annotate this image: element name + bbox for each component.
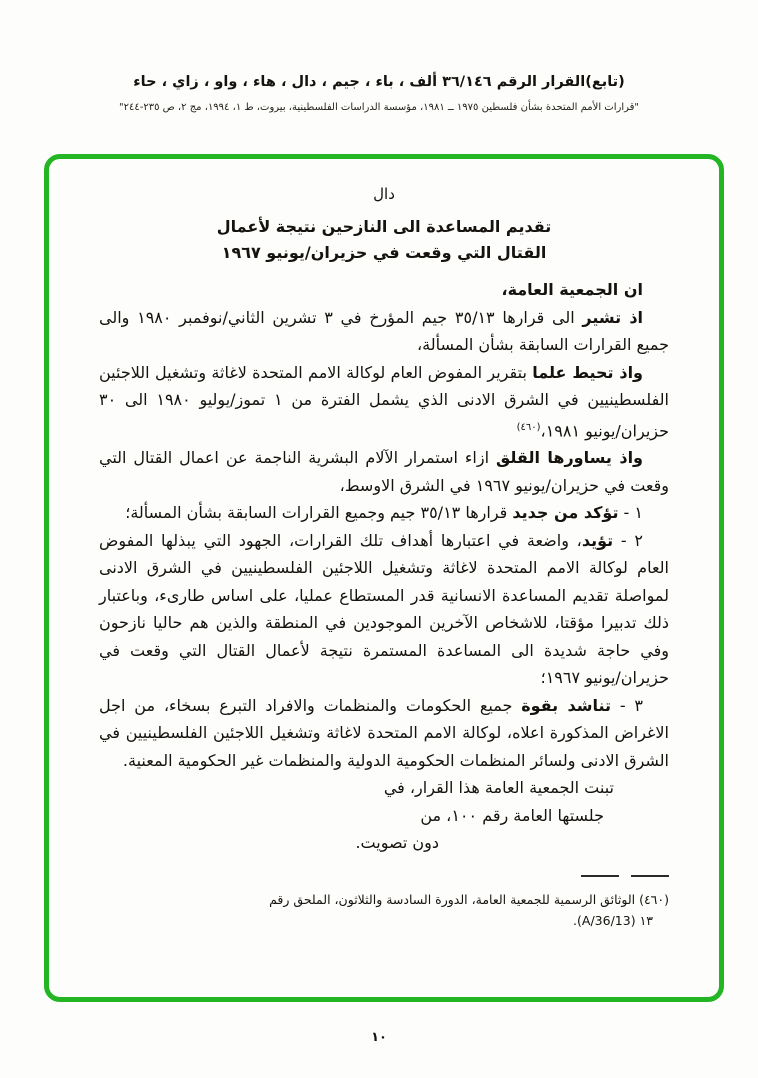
- operative-paragraph-2: [99, 527, 669, 692]
- adoption-note: [99, 774, 669, 857]
- preambular-paragraph-1: [99, 276, 669, 304]
- header-resolution-line: (تابع)القرار الرقم ٣٦/١٤٦ ألف ، باء ، جيم ، دال ، هاء ، واو ، زاي ، حاء: [133, 74, 625, 90]
- operative-paragraph-3: [99, 692, 669, 775]
- preambular-paragraph-2: [99, 304, 669, 359]
- paragraph-lead: ان الجمعية العامة،: [501, 280, 643, 299]
- preambular-paragraph-3: [99, 359, 669, 445]
- footnote-block: [99, 875, 669, 931]
- resolution-title-line-2: القتال التي وقعت في حزيران/يونيو ١٩٦٧: [221, 243, 547, 262]
- footnote-separator-rule: [99, 875, 669, 877]
- paragraph-number: ٣ -: [611, 695, 644, 715]
- page-header: [0, 74, 758, 113]
- adoption-note-line-2: جلستها العامة رقم ١٠٠، من: [420, 805, 604, 825]
- paragraph-text: ازاء استمرار الآلام البشرية الناجمة عن اعمال القتال التي وقعت في حزيران/يونيو ١٩٦٧ في الشرق الاوسط،: [99, 448, 669, 495]
- footnote-rule-segment: [581, 875, 619, 877]
- green-border-box: [44, 154, 724, 1002]
- paragraph-lead: تناشد بقوة: [521, 695, 612, 715]
- paragraph-text: ، واضعة في اعتبارها أهداف تلك القرارات، الجهود التي يبذلها المفوض العام لوكالة الامم المتحدة لاغاثة وتشغيل اللاجئين الفلسطينيين في الشرق الادنى لمواصلة تقديم المساعدة الانسانية قدر المستطاع عمليا، على اساس طارىء، وباعتبار ذلك تدبيرا مؤقتا، للاشخاص الآخرين الموجودين في المنطقة والذين هم حاليا نازحون وفي حاجة شديدة الى المساعدة المستمرة نتيجة لأعمال القتال التي وقعت في حزيران/يونيو ١٩٦٧؛: [99, 530, 669, 688]
- paragraph-text: قرارها ٣٥/١٣ جيم وجميع القرارات السابقة بشأن المسألة؛: [125, 503, 513, 523]
- operative-paragraph-1: [99, 499, 669, 527]
- paragraph-lead: اذ تشير: [582, 307, 644, 327]
- paragraph-text: الى قرارها ٣٥/١٣ جيم المؤرخ في ٣ تشرين الثاني/نوفمبر ١٩٨٠ والى جميع القرارات السابقة بشأن المسألة،: [99, 307, 669, 354]
- paragraph-lead: تؤكد من جديد: [512, 503, 619, 523]
- footnote-line-1: (٤٦٠) الوثائق الرسمية للجمعية العامة، الدورة السادسة والثلاثون، الملحق رقم: [269, 892, 669, 907]
- header-source-line: "قرارات الأمم المتحدة بشأن فلسطين ١٩٧٥ ــ ١٩٨١، مؤسسة الدراسات الفلسطينية، بيروت، ط ١، ١٩٩٤، مج ٢، ص ٢٣٥-٢٤٤": [119, 102, 639, 113]
- paragraph-number: ١ -: [618, 503, 643, 523]
- paragraph-lead: واذ يساورها القلق: [495, 448, 643, 468]
- footnote-rule-segment: [631, 875, 669, 877]
- section-letter: دال: [373, 185, 395, 203]
- adoption-note-line-1: تبنت الجمعية العامة هذا القرار، في: [383, 778, 614, 798]
- paragraph-number: ٢ -: [613, 530, 643, 550]
- preambular-paragraph-4: [99, 444, 669, 499]
- adoption-note-line-3: دون تصويت.: [355, 833, 439, 853]
- paragraph-text: بتقرير المفوض العام لوكالة الامم المتحدة لاغاثة وتشغيل اللاجئين الفلسطينيين في الشرق الادنى الذي يشمل الفترة من ١ تموز/يوليو ١٩٨٠ الى ٣٠ حزيران/يونيو ١٩٨١،: [99, 362, 669, 440]
- resolution-title-line-1: تقديم المساعدة الى النازحين نتيجة لأعمال: [216, 217, 552, 236]
- paragraph-lead: واذ تحيط علما: [532, 362, 644, 382]
- footnote-line-2: ١٣ (A/36/13).: [573, 913, 653, 928]
- resolution-title: [99, 214, 669, 266]
- resolution-body: [99, 276, 669, 857]
- paragraph-text: جميع الحكومات والمنظمات والافراد التبرع بسخاء، من اجل الاغراض المذكورة اعلاه، لوكالة الامم المتحدة لاغاثة وتشغيل اللاجئين الفلسطينيين في الشرق الادنى ولسائر المنظمات الحكومية الدولية والمنظمات غير الحكومية المعنية.: [99, 695, 669, 770]
- paragraph-lead: تؤيد: [581, 530, 614, 550]
- page-number: ١٠: [371, 1030, 387, 1045]
- footnote-reference: (٤٦٠): [516, 421, 541, 433]
